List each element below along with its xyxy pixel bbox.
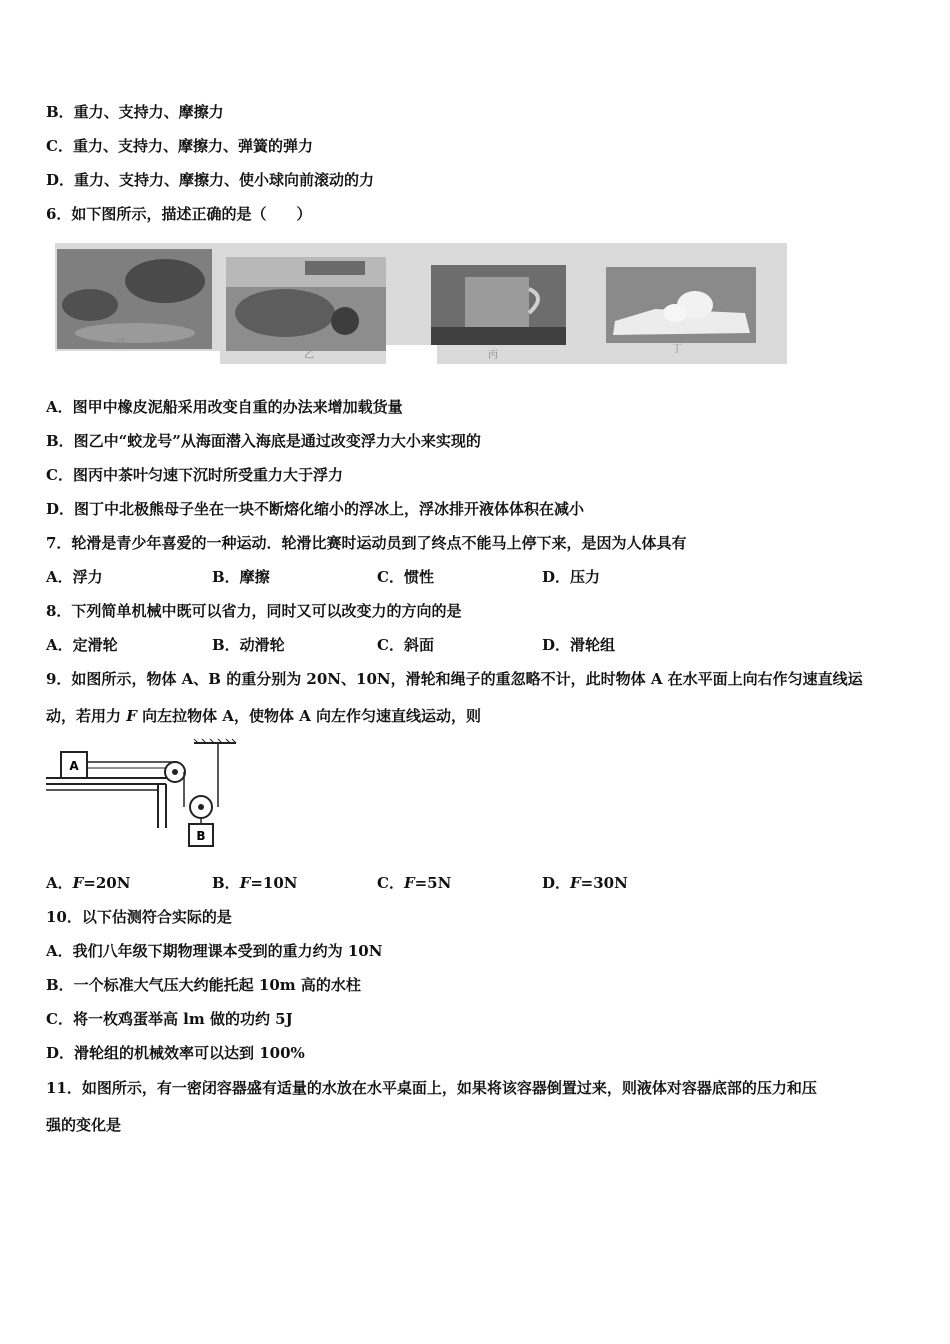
q9-pulley-diagram: [44, 738, 244, 850]
block-a-label: A: [69, 759, 79, 773]
q7-option-d: D．压力: [542, 568, 601, 586]
q9-stem-line2: [46, 706, 481, 726]
q5-option-d: D．重力、支持力、摩擦力、使小球向前滚动的力: [46, 171, 375, 189]
q9-option-c: [377, 873, 451, 893]
q10-option-d: D．滑轮组的机械效率可以达到 100%: [46, 1044, 305, 1062]
q9-c-var: F: [403, 874, 415, 892]
q5-option-c: C．重力、支持力、摩擦力、弹簧的弹力: [46, 137, 313, 155]
q9-c-prefix: C．: [377, 874, 404, 892]
label-jia: 甲: [115, 338, 125, 349]
q7-option-c: C．惯性: [377, 568, 434, 586]
q9-b-value: =10N: [250, 874, 298, 892]
q9-option-b: [212, 873, 298, 893]
q9-c-value: =5N: [414, 874, 452, 892]
q9-b-prefix: B．: [212, 874, 240, 892]
q9-a-var: F: [72, 874, 84, 892]
q9-stem-pre: 动，若用力: [46, 707, 127, 725]
q8-option-d: D．滑轮组: [542, 636, 616, 654]
q7-option-a: A．浮力: [46, 568, 103, 586]
q8-stem: 8．下列简单机械中既可以省力，同时又可以改变力的方向的是: [46, 602, 462, 620]
q10-option-b: B．一个标准大气压大约能托起 10m 高的水柱: [46, 976, 361, 994]
q8-option-b: B．动滑轮: [212, 636, 285, 654]
q6-option-a: A．图甲中橡皮泥船采用改变自重的办法来增加载货量: [46, 398, 403, 416]
q8-option-c: C．斜面: [377, 636, 434, 654]
q6-stem: 6．如下图所示，描述正确的是（ ）: [46, 205, 312, 223]
label-ding: 丁: [672, 344, 682, 355]
label-yi: 乙: [304, 350, 314, 361]
q9-a-prefix: A．: [46, 874, 73, 892]
q6-option-c: C．图丙中茶叶匀速下沉时所受重力大于浮力: [46, 466, 343, 484]
q7-option-b: B．摩擦: [212, 568, 270, 586]
label-bing: 丙: [488, 350, 498, 361]
q9-d-prefix: D．: [542, 874, 571, 892]
q11-stem-line1: 11．如图所示，有一密闭容器盛有适量的水放在水平桌面上，如果将该容器倒置过来，则液体对容器底部的压力和压: [46, 1079, 817, 1097]
photo-yi: [226, 257, 386, 351]
q9-a-value: =20N: [83, 874, 131, 892]
q9-stem-line1: 9．如图所示，物体 A、B 的重分别为 20N、10N，滑轮和绳子的重忽略不计，此时物体 A 在水平面上向右作匀速直线运: [46, 670, 863, 688]
q11-stem-line2: 强的变化是: [46, 1116, 122, 1134]
photo-bing: [431, 265, 566, 345]
q9-stem-post: 向左拉物体 A，使物体 A 向左作匀速直线运动，则: [136, 707, 482, 725]
q9-option-d: [542, 873, 628, 893]
q9-b-var: F: [239, 874, 251, 892]
q6-option-b: B．图乙中“蛟龙号”从海面潜入海底是通过改变浮力大小来实现的: [46, 432, 481, 450]
q9-d-var: F: [570, 874, 581, 892]
q7-stem: 7．轮滑是青少年喜爱的一种运动．轮滑比赛时运动员到了终点不能马上停下来，是因为人体具有: [46, 534, 687, 552]
q9-stem-var: F: [126, 707, 137, 725]
q9-option-a: [46, 873, 130, 893]
q9-d-value: =30N: [580, 874, 628, 892]
q8-option-a: A．定滑轮: [46, 636, 118, 654]
photo-ding: [606, 267, 756, 343]
q6-photo-strip: [55, 243, 787, 364]
q10-option-a: A．我们八年级下期物理课本受到的重力约为 10N: [46, 942, 383, 960]
q5-option-b: B．重力、支持力、摩擦力: [46, 103, 224, 121]
q10-stem: 10．以下估测符合实际的是: [46, 908, 232, 926]
q10-option-c: C．将一枚鸡蛋举高 lm 做的功约 5J: [46, 1010, 293, 1028]
q6-option-d: D．图丁中北极熊母子坐在一块不断熔化缩小的浮冰上，浮冰排开液体体积在减小: [46, 500, 585, 518]
block-b-label: B: [196, 829, 206, 843]
photo-jia: [57, 249, 212, 349]
